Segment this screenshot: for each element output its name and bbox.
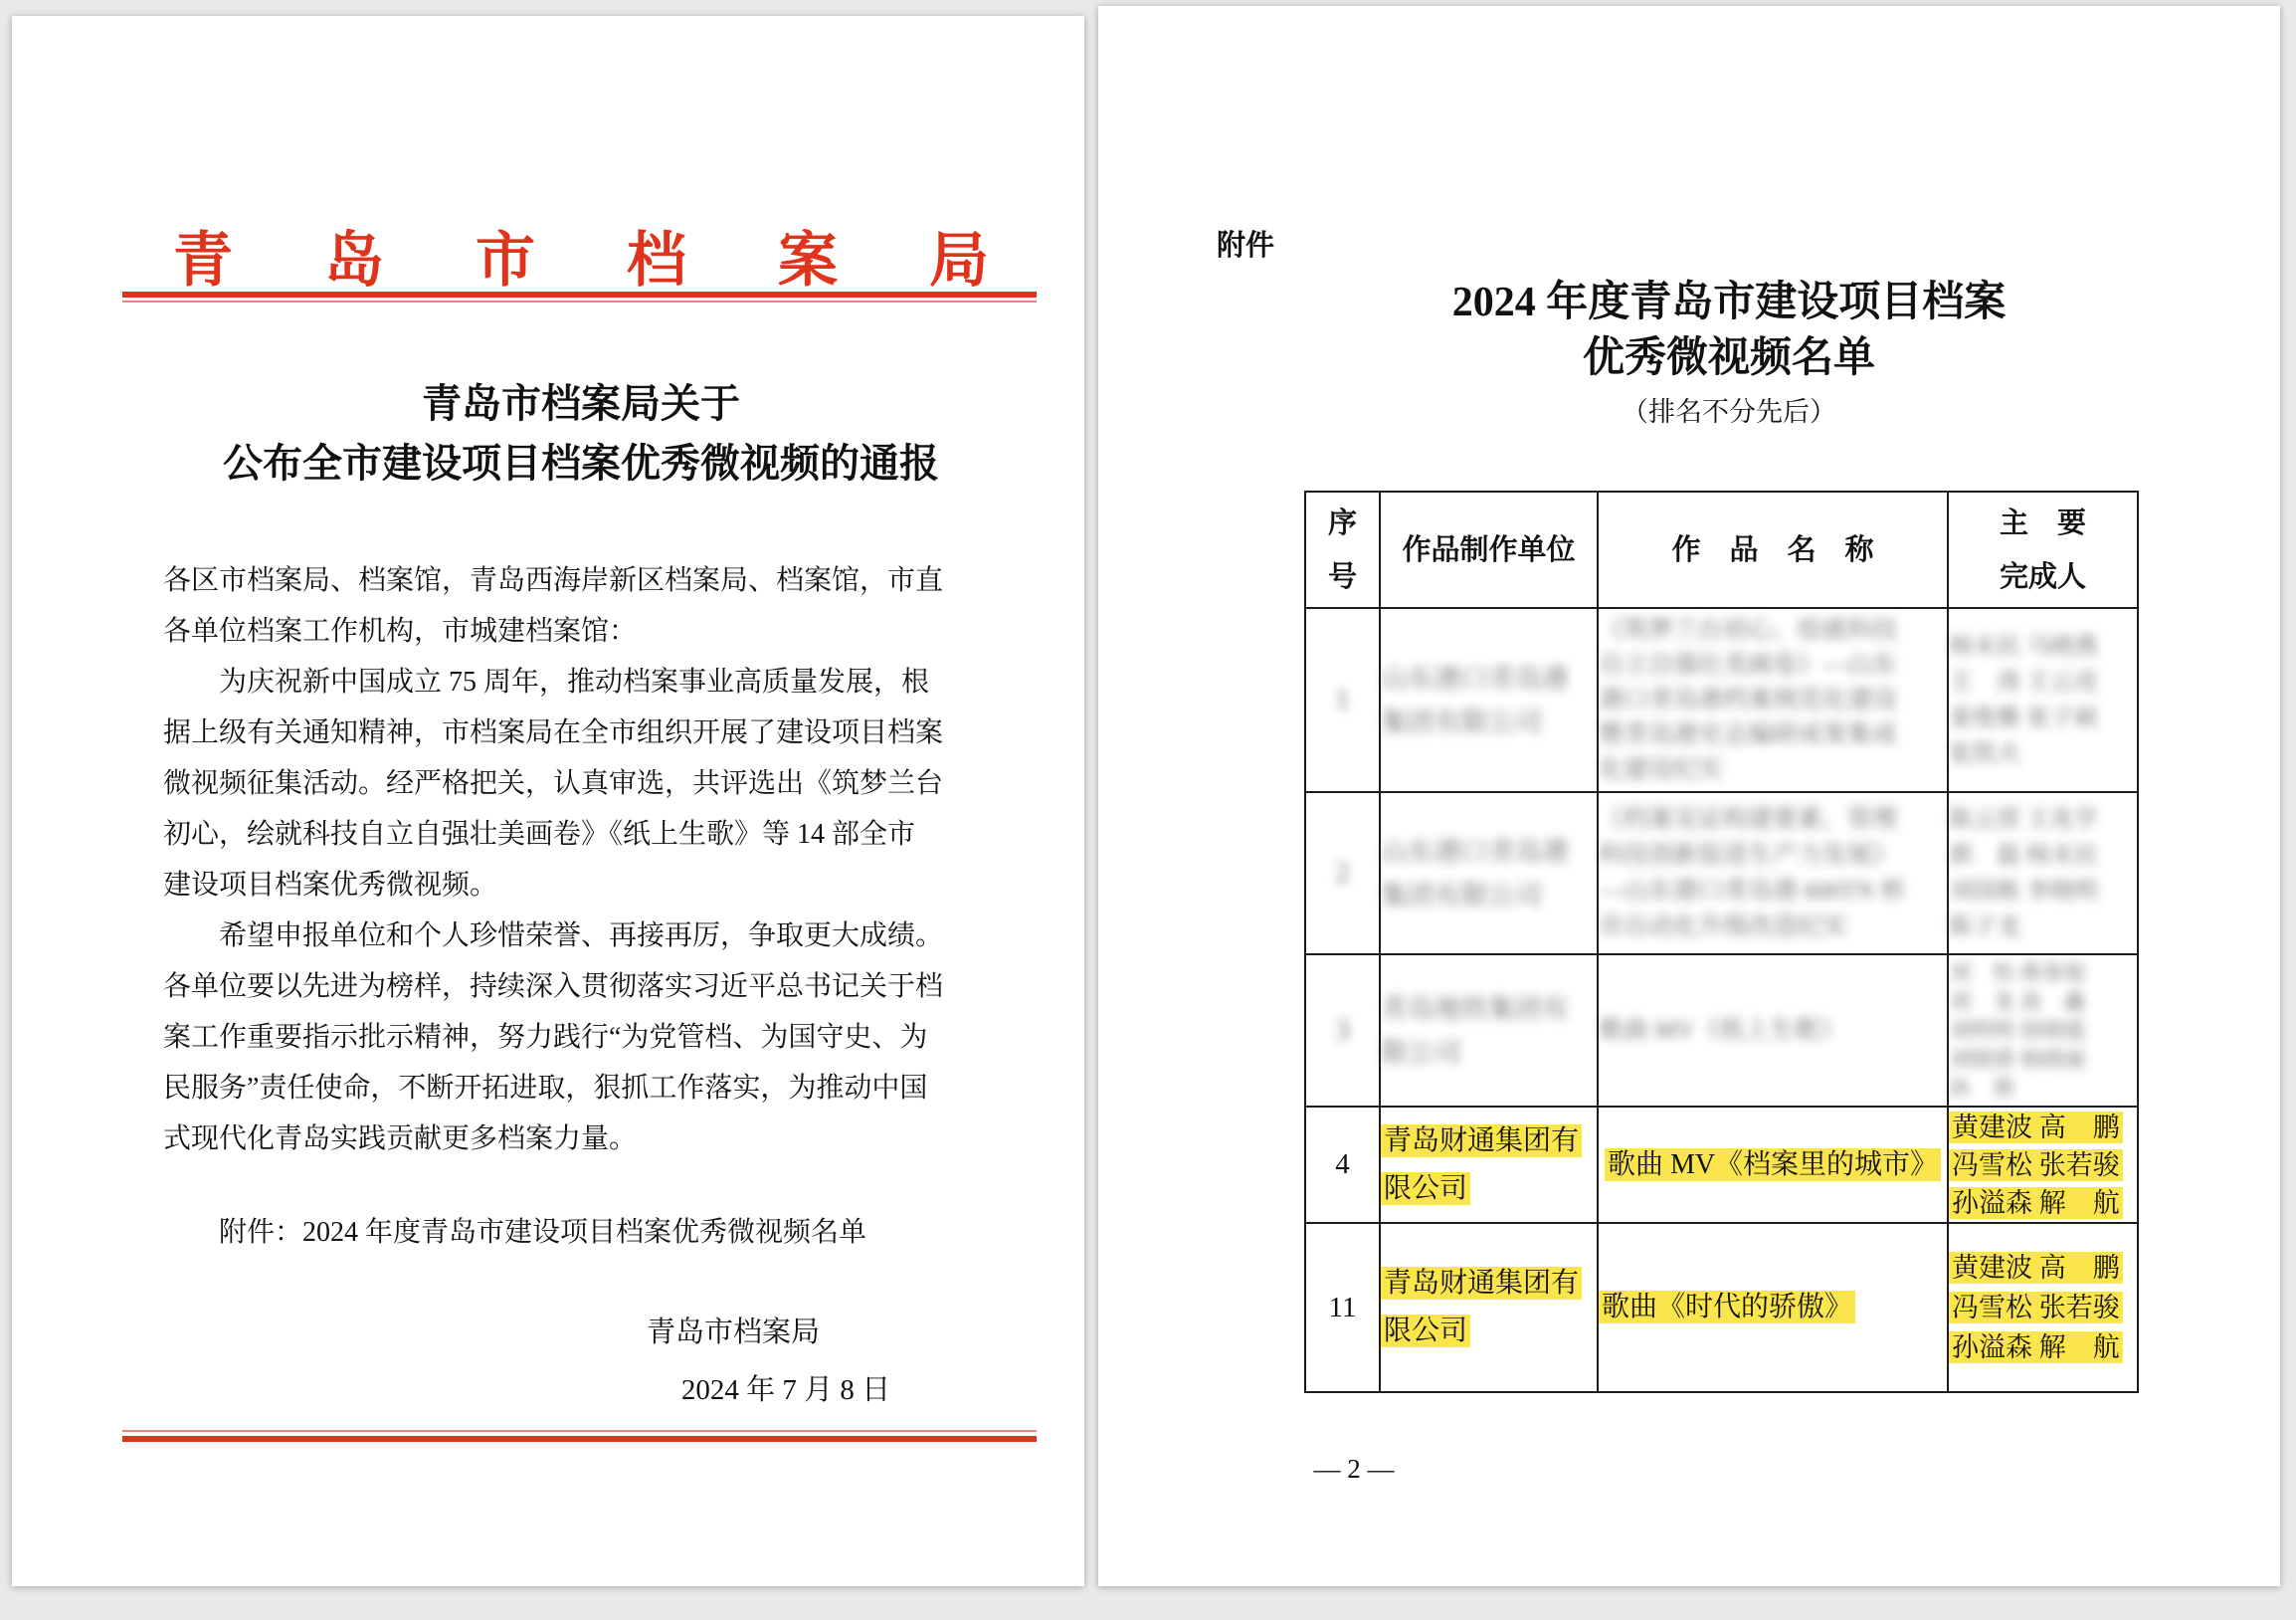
body-line: 初心，绘就科技自立自强壮美画卷》《纸上生歌》等 14 部全市 [163, 819, 916, 850]
body-line: 各单位档案工作机构，市城建档案馆： [163, 616, 638, 647]
red-divider-bottom [122, 1430, 1037, 1442]
cell-line: 吊自动化升级改造纪实 [1599, 912, 1848, 940]
header-unit: 作品制作单位 [1380, 492, 1598, 608]
cell-line: 青岛财通集团有 [1381, 1260, 1597, 1308]
cell-serial-number: 11 [1305, 1223, 1380, 1392]
body-line: 建设项目档案优秀微视频。 [163, 870, 498, 901]
body-line: 民服务”责任使命，不断开拓进取，狠抓工作落实，为推动中国 [163, 1073, 928, 1104]
cell-main-contributors [1948, 1223, 2138, 1392]
cell-line: 陈云营 王兆学 [1949, 806, 2098, 833]
cell-line: 孙 倩 [1949, 1076, 2015, 1101]
cell-work-title [1598, 1107, 1948, 1223]
red-divider-top [122, 292, 1037, 303]
doc-title [78, 374, 1084, 494]
cell-serial-number: 4 [1305, 1107, 1380, 1223]
cell-serial-number: 2 [1305, 792, 1380, 954]
cell-line: 孙溢森 解 航 [1949, 1327, 2137, 1367]
cell-serial-number: 1 [1305, 608, 1380, 792]
cell-main-contributors [1948, 954, 2138, 1107]
cell-main-contributors [1948, 608, 2138, 792]
cell-line: 山东港口青岛港 [1381, 663, 1569, 694]
cell-line: 青岛地铁集团有 [1381, 993, 1569, 1024]
cell-line: 暨青岛港史志编研成果集成 [1599, 721, 1898, 748]
table-row [1305, 1223, 2138, 1392]
attachment-note: 附件：2024 年度青岛市建设项目档案优秀微视频名单 [163, 1217, 867, 1248]
doc-title-line1: 青岛市档案局关于 [422, 381, 740, 426]
attachment-page [1098, 6, 2280, 1586]
cell-line: 黄建波 高 鹏 [1949, 1109, 2137, 1146]
cell-line: 张凯夫 [1949, 740, 2020, 767]
table-row [1305, 1107, 2138, 1223]
cell-production-unit [1380, 792, 1598, 954]
cell-line: 歌曲《时代的骄傲》 [1599, 1290, 1947, 1325]
body-line: 据上级有关通知精神，市档案局在全市组织开展了建设项目档案 [163, 717, 944, 748]
body-paragraphs [163, 555, 951, 1164]
header-people-line2: 完成人 [1999, 560, 2086, 593]
body-line: 式现代化青岛实践贡献更多档案力量。 [163, 1123, 638, 1154]
cell-line: 刘明明 徐晓霞 [1949, 1018, 2086, 1043]
header-people-line1: 主 要 [1999, 506, 2086, 539]
cell-work-title [1598, 792, 1948, 954]
cell-line: 限公司 [1381, 1308, 1597, 1355]
cell-line: 陈子龙 [1949, 913, 2020, 940]
cell-line: 歌曲 MV《纸上生歌》 [1599, 1016, 1844, 1044]
doc-title-line2: 公布全市建设项目档案优秀微视频的通报 [223, 441, 939, 486]
cell-line: 限公司 [1381, 1037, 1461, 1068]
cell-serial-number: 3 [1305, 954, 1380, 1107]
cell-line: 限公司 [1381, 1165, 1597, 1213]
body-line: 案工作重要指示批示精神，努力践行“为党管档、为国守史、为 [163, 1022, 928, 1053]
cell-line: 姜俊雅 张子硕 [1949, 705, 2098, 731]
cell-line: 自立自强壮美画卷》—山东 [1599, 652, 1898, 679]
table-row [1305, 954, 2138, 1107]
cell-line: 集团有限公司 [1381, 707, 1542, 737]
cell-work-title [1598, 1223, 1948, 1392]
table-row [1305, 792, 2138, 954]
header-no [1305, 492, 1380, 608]
cell-line: 《档案见证构建要素、管理 [1599, 805, 1898, 833]
cell-production-unit [1380, 1223, 1598, 1392]
cell-line: 杨末民 马晓燕 [1949, 633, 2098, 660]
header-no-line1: 序 [1327, 506, 1357, 539]
header-no-line2: 号 [1327, 560, 1357, 593]
issuer-signature: 青岛市档案局 [646, 1316, 820, 1348]
awards-table [1304, 491, 2139, 1393]
cell-main-contributors [1948, 792, 2138, 954]
cell-line: 港口青岛港档案规范化建设 [1599, 687, 1898, 713]
page-number: — 2 — [1313, 1454, 1395, 1484]
cell-main-contributors [1948, 1107, 2138, 1223]
cell-line: 孙溢森 解 航 [1949, 1184, 2137, 1222]
letterhead-title: 青岛市档案局 [173, 228, 1080, 294]
list-title-line2: 优秀微视频名单 [1582, 335, 1875, 381]
header-people [1948, 492, 2138, 608]
cell-line: 刘国栋 李晓明 [1949, 878, 2098, 905]
cell-line: 山东港口青岛港 [1381, 836, 1569, 867]
table-row [1305, 608, 2138, 792]
body-line: 希望申报单位和个人珍惜荣誉、再接再厉，争取更大成绩。 [163, 920, 944, 951]
list-title-line1: 2024 年度青岛市建设项目档案 [1451, 280, 2007, 325]
notice-page [12, 16, 1084, 1586]
cell-line: 郭 磊 杨末民 [1949, 842, 2098, 869]
cell-work-title [1598, 608, 1948, 792]
cell-line: —山东港口青岛港 600TN 桥 [1599, 877, 1906, 905]
cell-line: 刘 龙 高 鑫 [1949, 989, 2086, 1014]
body-line: 微视频征集活动。经严格把关，认真审选，共评选出《筑梦兰台 [163, 768, 944, 799]
cell-line: 冯雪松 张若骏 [1949, 1288, 2137, 1327]
body-line: 为庆祝新中国成立 75 周年，推动档案事业高质量发展，根 [163, 667, 930, 698]
list-subtitle: （排名不分先后） [1622, 397, 1836, 427]
cell-line: 黄建波 高 鹏 [1949, 1248, 2137, 1288]
cell-production-unit [1380, 1107, 1598, 1223]
cell-line: 刘 怡 蒋春旭 [1949, 960, 2086, 985]
cell-production-unit [1380, 954, 1598, 1107]
cell-work-title [1598, 954, 1948, 1107]
body-line: 各区市档案局、档案馆，青岛西海岸新区档案局、档案馆，市直 [163, 565, 944, 596]
cell-line: 集团有限公司 [1381, 880, 1542, 911]
cell-line: 冯雪松 张若骏 [1949, 1146, 2137, 1184]
cell-line: 歌曲 MV《档案里的城市》 [1599, 1147, 1947, 1183]
header-name: 作 品 名 称 [1598, 492, 1948, 608]
cell-line: 科技创新促进生产力发展》 [1599, 841, 1898, 869]
body-line: 各单位要以先进为榜样，持续深入贯彻落实习近平总书记关于档 [163, 971, 944, 1002]
cell-line: 《筑梦兰台初心、绘就科技 [1599, 617, 1898, 644]
list-title [1178, 275, 2280, 386]
cell-line: 化建设纪实 [1599, 756, 1724, 783]
issue-date: 2024 年 7 月 8 日 [680, 1374, 891, 1406]
cell-production-unit [1380, 608, 1598, 792]
cell-line: 王 涛 王云亮 [1949, 669, 2098, 696]
cell-line: 刘晓倩 杨晓丽 [1949, 1047, 2086, 1072]
table-header-row [1305, 492, 2138, 608]
attachment-label: 附件 [1217, 230, 1275, 262]
cell-line: 青岛财通集团有 [1381, 1117, 1597, 1165]
